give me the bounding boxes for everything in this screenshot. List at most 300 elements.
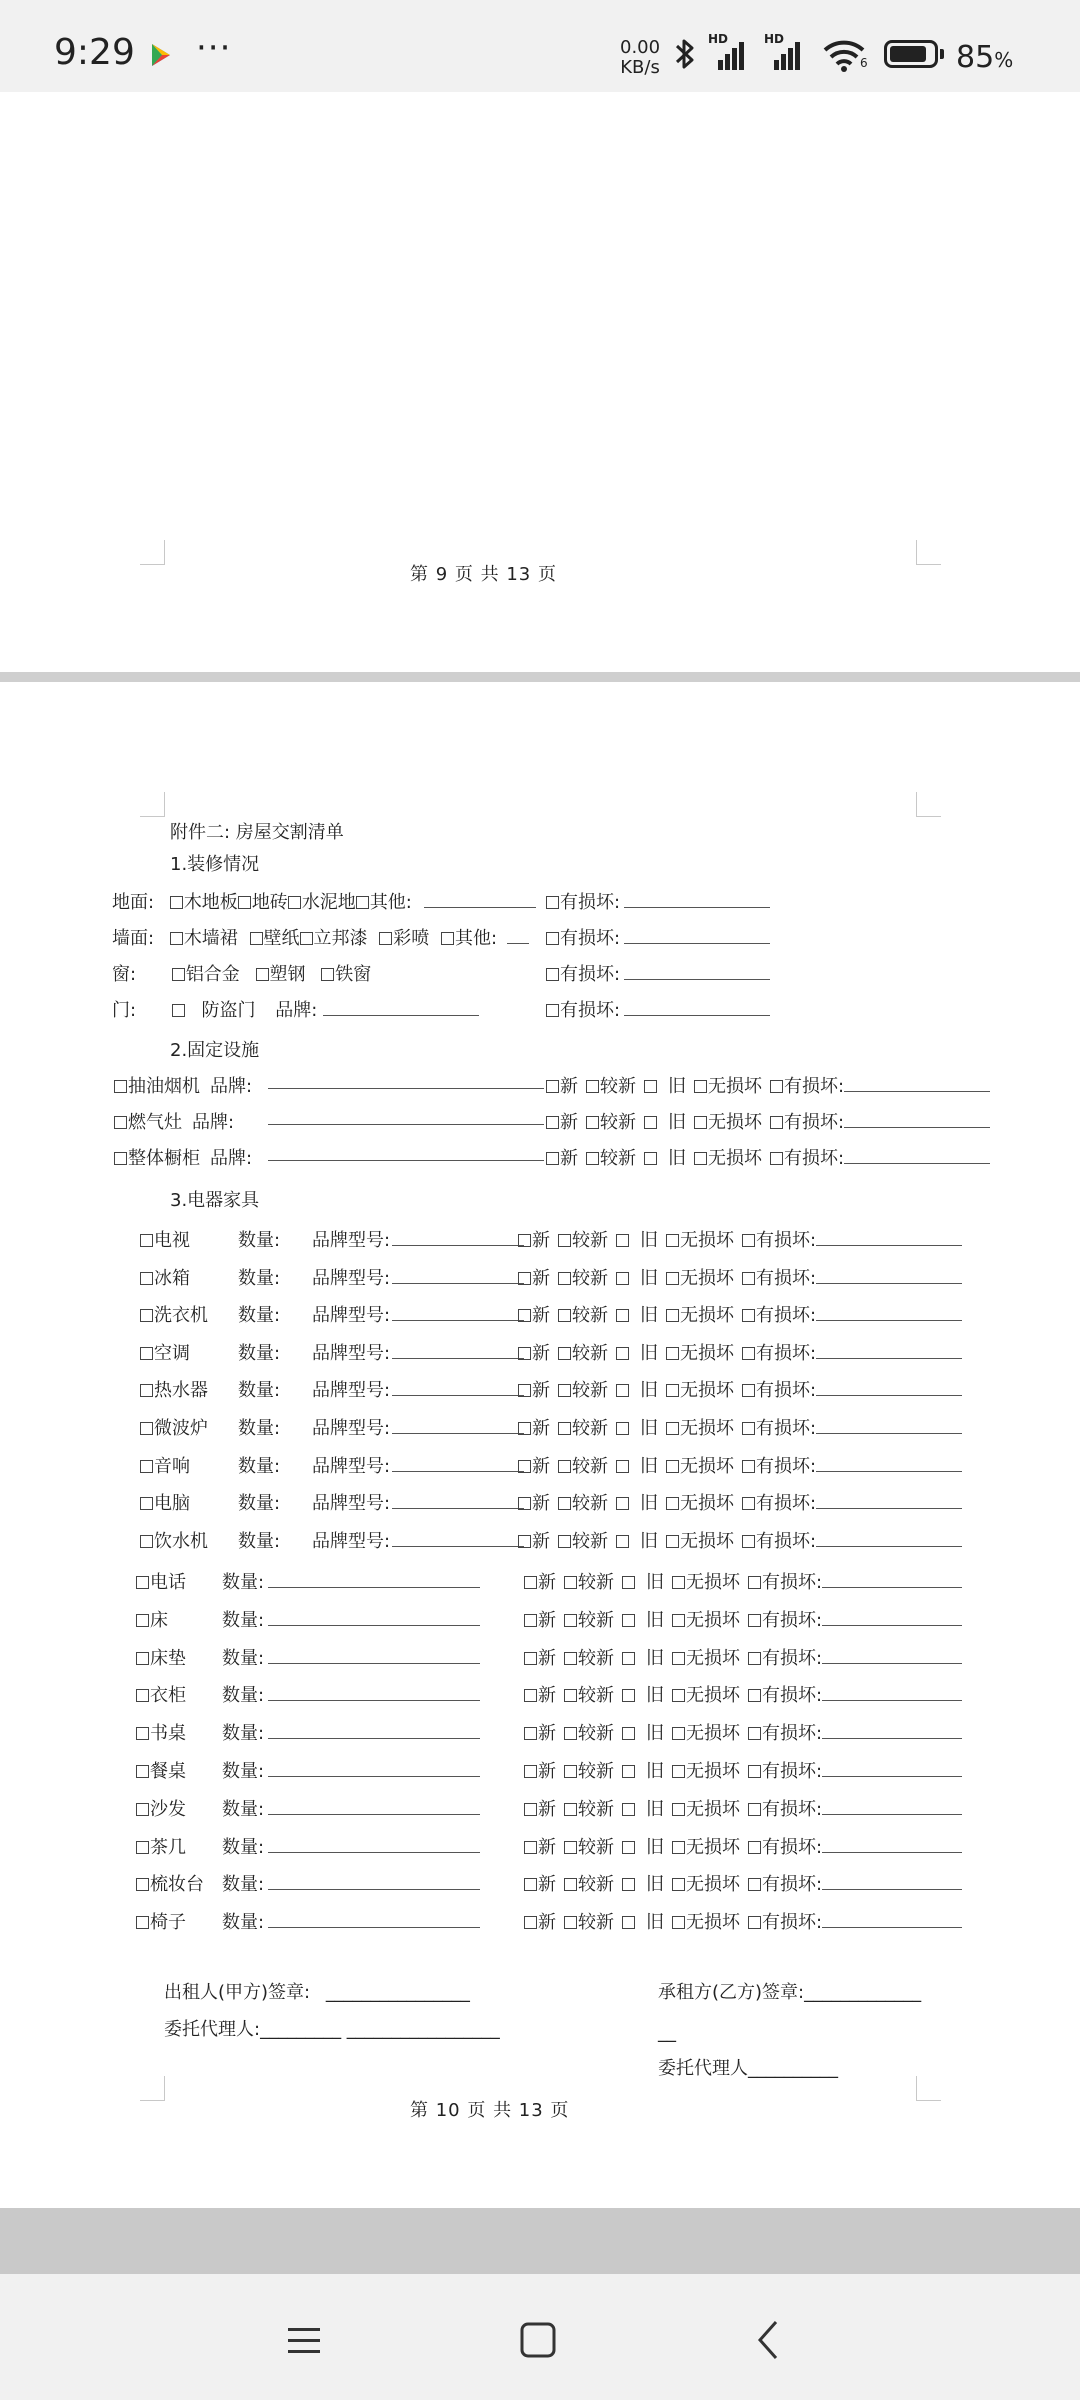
furniture-checkbox[interactable]	[136, 1614, 149, 1627]
furniture-1-newer-checkbox[interactable]	[564, 1614, 577, 1627]
appliance-6-damaged-field[interactable]	[816, 1457, 962, 1472]
door-damage-field[interactable]	[624, 1001, 770, 1016]
appliance-3-damaged-label: 有损坏:	[756, 1342, 817, 1364]
appliance-6-damaged-checkbox[interactable]	[742, 1460, 755, 1473]
battery-level-fill	[890, 46, 926, 62]
appliance-checkbox[interactable]	[140, 1234, 153, 1247]
appliance-8-newer-checkbox[interactable]	[558, 1535, 571, 1548]
fixture-1-damaged-field[interactable]	[844, 1113, 990, 1128]
furniture-2-damaged-field[interactable]	[822, 1649, 962, 1664]
appliance-model-field[interactable]	[392, 1381, 524, 1396]
appliance-1-no-damage-checkbox[interactable]	[666, 1272, 679, 1285]
floor-damage-field[interactable]	[624, 893, 770, 908]
appliance-0-no-damage-checkbox[interactable]	[666, 1234, 679, 1247]
appliance-2-newer-label: 较新	[572, 1305, 608, 1327]
lessee-agent	[658, 2054, 838, 2080]
furniture-6-new-label: 新	[538, 1798, 556, 1820]
appliance-model-field[interactable]	[392, 1457, 524, 1472]
wall-wainscot-label: 木墙裙	[183, 928, 238, 949]
furniture-1-no-damage-checkbox[interactable]	[672, 1614, 685, 1627]
fixture-2-damaged-checkbox[interactable]	[770, 1152, 783, 1165]
wall-paint-checkbox[interactable]	[300, 932, 313, 945]
fixture-row	[114, 1108, 234, 1134]
fixture-0-new-checkbox[interactable]	[546, 1080, 559, 1093]
furniture-9-damaged-field[interactable]	[822, 1913, 962, 1928]
furniture-0-damaged-field[interactable]	[822, 1573, 962, 1588]
furniture-0-old-checkbox[interactable]	[622, 1576, 635, 1589]
furniture-qty-label: 数量:	[222, 1874, 265, 1896]
floor-wood-label: 木地板	[183, 892, 238, 913]
furniture-2-damaged-checkbox[interactable]	[748, 1652, 761, 1665]
furniture-row	[136, 1795, 186, 1821]
furniture-qty-field[interactable]	[268, 1762, 480, 1777]
appliance-1-newer-checkbox[interactable]	[558, 1272, 571, 1285]
door-label: 门:	[112, 1000, 137, 1021]
fixture-2-damaged-label: 有损坏:	[784, 1148, 845, 1169]
appliance-2-newer-checkbox[interactable]	[558, 1309, 571, 1322]
wall-damage-checkbox[interactable]	[546, 932, 559, 945]
furniture-name: 沙发	[150, 1798, 186, 1820]
wall-spray-checkbox[interactable]	[379, 932, 392, 945]
appliance-1-newer-label: 较新	[572, 1267, 608, 1289]
fixture-2-old-checkbox[interactable]	[644, 1152, 657, 1165]
furniture-9-no-damage-checkbox[interactable]	[672, 1916, 685, 1929]
furniture-checkbox[interactable]	[136, 1803, 149, 1816]
furniture-checkbox[interactable]	[136, 1878, 149, 1891]
fixture-brand-field[interactable]	[268, 1110, 544, 1125]
appliance-8-old-label: 旧	[640, 1530, 658, 1552]
appliance-1-new-checkbox[interactable]	[518, 1272, 531, 1285]
furniture-9-old-checkbox[interactable]	[622, 1916, 635, 1929]
furniture-qty-field[interactable]	[268, 1686, 480, 1701]
furniture-8-damaged-checkbox[interactable]	[748, 1878, 761, 1891]
furniture-3-new-label: 新	[538, 1685, 556, 1707]
furniture-qty	[222, 1681, 480, 1707]
furniture-1-damaged-label: 有损坏:	[762, 1609, 823, 1631]
appliance-2-new-checkbox[interactable]	[518, 1309, 531, 1322]
wall-wallpaper-checkbox[interactable]	[250, 932, 263, 945]
fixture-row	[114, 1072, 252, 1098]
appliance-model-field[interactable]	[392, 1269, 524, 1284]
appliance-6-no-damage-checkbox[interactable]	[666, 1460, 679, 1473]
floor-tile-checkbox[interactable]	[238, 896, 251, 909]
furniture-1-old-label: 旧	[646, 1609, 664, 1631]
furniture-6-new-checkbox[interactable]	[524, 1803, 537, 1816]
furniture-4-damaged-field[interactable]	[822, 1724, 962, 1739]
appliance-4-new-checkbox[interactable]	[518, 1384, 531, 1397]
wall-damage-field[interactable]	[624, 929, 770, 944]
appliance-5-damaged-checkbox[interactable]	[742, 1422, 755, 1435]
floor-wood-checkbox[interactable]	[170, 896, 183, 909]
furniture-7-old-checkbox[interactable]	[622, 1841, 635, 1854]
appliance-row	[140, 1452, 190, 1478]
fixture-1-new-checkbox[interactable]	[546, 1116, 559, 1129]
door-brand-field[interactable]	[323, 1001, 479, 1016]
furniture-3-no-damage-label: 无损坏	[686, 1685, 740, 1707]
furniture-3-no-damage-checkbox[interactable]	[672, 1689, 685, 1702]
appliance-7-new-label: 新	[532, 1493, 550, 1515]
appliance-3-no-damage-checkbox[interactable]	[666, 1347, 679, 1360]
furniture-1-damaged-checkbox[interactable]	[748, 1614, 761, 1627]
appliance-5-new-checkbox[interactable]	[518, 1422, 531, 1435]
appliance-7-old-checkbox[interactable]	[616, 1497, 629, 1510]
appliance-7-new-checkbox[interactable]	[518, 1497, 531, 1510]
appliance-model-label: 品牌型号:	[312, 1267, 391, 1289]
appliance-checkbox[interactable]	[140, 1384, 153, 1397]
furniture-9-new-checkbox[interactable]	[524, 1916, 537, 1929]
furniture-7-damaged-label: 有损坏:	[762, 1836, 823, 1858]
furniture-2-newer-checkbox[interactable]	[564, 1652, 577, 1665]
fixture-2-newer-label: 较新	[600, 1148, 636, 1169]
furniture-9-damaged-checkbox[interactable]	[748, 1916, 761, 1929]
appliance-row	[140, 1489, 190, 1515]
furniture-5-no-damage-label: 无损坏	[686, 1761, 740, 1782]
appliance-4-no-damage-checkbox[interactable]	[666, 1384, 679, 1397]
furniture-checkbox[interactable]	[136, 1727, 149, 1740]
door-damage-label: 有损坏:	[560, 1000, 621, 1021]
home-icon[interactable]	[508, 2310, 568, 2370]
clock-time: 9:29	[54, 32, 135, 73]
furniture-0-new-label: 新	[538, 1572, 556, 1593]
floor-cement-label: 水泥地	[301, 892, 356, 913]
appliance-5-no-damage-checkbox[interactable]	[666, 1422, 679, 1435]
furniture-qty-field[interactable]	[268, 1875, 480, 1890]
appliance-checkbox[interactable]	[140, 1460, 153, 1473]
wall-other-field[interactable]	[507, 929, 529, 944]
appliance-7-newer-checkbox[interactable]	[558, 1497, 571, 1510]
furniture-0-new-checkbox[interactable]	[524, 1576, 537, 1589]
fixture-1-damaged-checkbox[interactable]	[770, 1116, 783, 1129]
appliance-6-new-label: 新	[532, 1455, 550, 1477]
furniture-5-damaged-field[interactable]	[822, 1762, 962, 1777]
appliance-0-damaged-field[interactable]	[816, 1231, 962, 1246]
appliance-8-no-damage-label: 无损坏	[680, 1530, 734, 1552]
appliance-5-newer-label: 较新	[572, 1418, 608, 1439]
furniture-4-newer-label: 较新	[578, 1723, 614, 1745]
lessor-signature-line[interactable]: ________________	[325, 1982, 470, 2003]
appliance-2-damaged-checkbox[interactable]	[742, 1309, 755, 1322]
floor-other-checkbox[interactable]	[356, 896, 369, 909]
appliance-0-damaged-checkbox[interactable]	[742, 1234, 755, 1247]
floor-damage-label: 有损坏:	[560, 892, 621, 913]
furniture-qty	[222, 1795, 480, 1821]
fixture-1-no-damage-checkbox[interactable]	[694, 1116, 707, 1129]
furniture-7-damaged-field[interactable]	[822, 1838, 962, 1853]
furniture-qty-label: 数量:	[222, 1761, 265, 1782]
wall-spray-label: 彩喷	[393, 928, 430, 949]
appliance-checkbox[interactable]	[140, 1535, 153, 1548]
furniture-6-damaged-checkbox[interactable]	[748, 1803, 761, 1816]
lessor-agent-line[interactable]: _________ _________________	[260, 2019, 500, 2040]
furniture-8-no-damage-checkbox[interactable]	[672, 1878, 685, 1891]
appliance-1-damaged-checkbox[interactable]	[742, 1272, 755, 1285]
furniture-qty	[222, 1833, 480, 1859]
page-corner-mark	[140, 2076, 165, 2101]
furniture-9-damaged-label: 有损坏:	[762, 1912, 823, 1934]
fixture-2-new-checkbox[interactable]	[546, 1152, 559, 1165]
appliance-4-damaged-checkbox[interactable]	[742, 1384, 755, 1397]
furniture-5-newer-checkbox[interactable]	[564, 1765, 577, 1778]
appliance-3-new-checkbox[interactable]	[518, 1347, 531, 1360]
furniture-qty-field[interactable]	[268, 1913, 480, 1928]
appliance-8-newer-label: 较新	[572, 1530, 608, 1552]
furniture-checkbox[interactable]	[136, 1916, 149, 1929]
furniture-qty-field[interactable]	[268, 1800, 480, 1815]
page-corner-mark	[916, 792, 941, 817]
door-damage-checkbox[interactable]	[546, 1004, 559, 1017]
furniture-3-newer-label: 较新	[578, 1685, 614, 1707]
furniture-0-damaged-checkbox[interactable]	[748, 1576, 761, 1589]
furniture-3-old-checkbox[interactable]	[622, 1689, 635, 1702]
fixture-1-old-checkbox[interactable]	[644, 1116, 657, 1129]
furniture-2-no-damage-checkbox[interactable]	[672, 1652, 685, 1665]
appliance-8-new-checkbox[interactable]	[518, 1535, 531, 1548]
furniture-1-new-checkbox[interactable]	[524, 1614, 537, 1627]
furniture-qty-field[interactable]	[268, 1649, 480, 1664]
furniture-8-old-checkbox[interactable]	[622, 1878, 635, 1891]
appliance-checkbox[interactable]	[140, 1309, 153, 1322]
lessee-signature-line[interactable]: _____________	[804, 1982, 922, 2003]
window-iron-label: 铁窗	[335, 964, 372, 985]
appliance-8-no-damage-checkbox[interactable]	[666, 1535, 679, 1548]
lessor-signature-label: 出租人(甲方)签章:	[164, 1982, 311, 2003]
menu-icon[interactable]	[274, 2310, 334, 2370]
fixture-checkbox[interactable]	[114, 1116, 127, 1129]
appliance-8-damaged-checkbox[interactable]	[742, 1535, 755, 1548]
furniture-6-no-damage-label: 无损坏	[686, 1798, 740, 1820]
furniture-8-new-checkbox[interactable]	[524, 1878, 537, 1891]
fixture-brand-field[interactable]	[268, 1146, 544, 1161]
appliance-checkbox[interactable]	[140, 1347, 153, 1360]
appliance-6-new-checkbox[interactable]	[518, 1460, 531, 1473]
fixture-checkbox[interactable]	[114, 1152, 127, 1165]
furniture-8-newer-checkbox[interactable]	[564, 1878, 577, 1891]
appliance-model-field[interactable]	[392, 1306, 524, 1321]
furniture-0-no-damage-checkbox[interactable]	[672, 1576, 685, 1589]
furniture-checkbox[interactable]	[136, 1841, 149, 1854]
appliance-model-field[interactable]	[392, 1494, 524, 1509]
appliance-5-old-checkbox[interactable]	[616, 1422, 629, 1435]
furniture-name: 餐桌	[150, 1761, 186, 1782]
appliance-0-newer-checkbox[interactable]	[558, 1234, 571, 1247]
appliance-5-newer-checkbox[interactable]	[558, 1422, 571, 1435]
furniture-qty-label: 数量:	[222, 1723, 265, 1745]
fixture-1-new-label: 新	[560, 1112, 578, 1133]
appliance-name: 微波炉	[154, 1418, 208, 1439]
appliance-qty-label: 数量:	[238, 1493, 281, 1515]
furniture-7-new-checkbox[interactable]	[524, 1841, 537, 1854]
appliance-5-damaged-field[interactable]	[816, 1419, 962, 1434]
appliance-7-damaged-checkbox[interactable]	[742, 1497, 755, 1510]
fixture-0-damaged-label: 有损坏:	[784, 1076, 845, 1097]
appliance-4-newer-checkbox[interactable]	[558, 1384, 571, 1397]
furniture-4-old-label: 旧	[646, 1723, 664, 1745]
appliance-qty-label: 数量:	[238, 1267, 281, 1289]
furniture-1-damaged-field[interactable]	[822, 1611, 962, 1626]
appliance-2-no-damage-checkbox[interactable]	[666, 1309, 679, 1322]
furniture-4-newer-checkbox[interactable]	[564, 1727, 577, 1740]
floor-other-field[interactable]	[424, 893, 536, 908]
appliance-3-old-checkbox[interactable]	[616, 1347, 629, 1360]
appliance-model-field[interactable]	[392, 1344, 524, 1359]
furniture-8-damaged-field[interactable]	[822, 1875, 962, 1890]
furniture-3-new-checkbox[interactable]	[524, 1689, 537, 1702]
appliance-checkbox[interactable]	[140, 1422, 153, 1435]
appliance-8-damaged-field[interactable]	[816, 1532, 962, 1547]
appliance-0-new-checkbox[interactable]	[518, 1234, 531, 1247]
floor-cement-checkbox[interactable]	[288, 896, 301, 909]
furniture-2-new-checkbox[interactable]	[524, 1652, 537, 1665]
furniture-7-newer-checkbox[interactable]	[564, 1841, 577, 1854]
furniture-name: 衣柜	[150, 1685, 186, 1707]
window-damage-checkbox[interactable]	[546, 968, 559, 981]
furniture-4-damaged-checkbox[interactable]	[748, 1727, 761, 1740]
wall-paint-label: 立邦漆	[313, 928, 368, 949]
wall-damage-label: 有损坏:	[560, 928, 621, 949]
furniture-9-newer-checkbox[interactable]	[564, 1916, 577, 1929]
furniture-qty	[222, 1870, 480, 1896]
fixture-2-damaged-field[interactable]	[844, 1149, 990, 1164]
fixture-0-no-damage-label: 无损坏	[708, 1076, 762, 1097]
appliance-3-damaged-field[interactable]	[816, 1344, 962, 1359]
floor-damage-checkbox[interactable]	[546, 896, 559, 909]
window-aluminum-checkbox[interactable]	[172, 968, 185, 981]
furniture-checkbox[interactable]	[136, 1689, 149, 1702]
furniture-5-no-damage-checkbox[interactable]	[672, 1765, 685, 1778]
page-10-footer: 第 10 页 共 13 页	[410, 2100, 570, 2121]
appliance-2-old-checkbox[interactable]	[616, 1309, 629, 1322]
fixture-brand-label: 品牌:	[210, 1148, 253, 1169]
fixture-0-damaged-checkbox[interactable]	[770, 1080, 783, 1093]
furniture-4-no-damage-checkbox[interactable]	[672, 1727, 685, 1740]
appliance-4-old-checkbox[interactable]	[616, 1384, 629, 1397]
furniture-qty-field[interactable]	[268, 1573, 480, 1588]
furniture-6-newer-checkbox[interactable]	[564, 1803, 577, 1816]
fixture-2-no-damage-checkbox[interactable]	[694, 1152, 707, 1165]
appliance-6-condition	[518, 1452, 962, 1478]
furniture-9-condition	[524, 1908, 962, 1934]
furniture-row	[136, 1870, 204, 1896]
appliance-5-damaged-label: 有损坏:	[756, 1418, 817, 1439]
page-9-footer: 第 9 页 共 13 页	[410, 564, 557, 585]
appliance-model-field[interactable]	[392, 1419, 524, 1434]
floor-damage	[546, 888, 770, 914]
furniture-1-old-checkbox[interactable]	[622, 1614, 635, 1627]
appliance-1-old-checkbox[interactable]	[616, 1272, 629, 1285]
furniture-name: 电话	[150, 1572, 186, 1593]
furniture-4-old-checkbox[interactable]	[622, 1727, 635, 1740]
furniture-7-no-damage-checkbox[interactable]	[672, 1841, 685, 1854]
fixture-1-condition	[546, 1108, 990, 1134]
appliance-7-no-damage-checkbox[interactable]	[666, 1497, 679, 1510]
appliance-qty-label: 数量:	[238, 1530, 281, 1552]
fixture-0-no-damage-checkbox[interactable]	[694, 1080, 707, 1093]
appliance-model-field[interactable]	[392, 1532, 524, 1547]
appliance-1-condition	[518, 1264, 962, 1290]
appliance-0-old-checkbox[interactable]	[616, 1234, 629, 1247]
back-icon[interactable]	[740, 2310, 800, 2370]
wall-wainscot-checkbox[interactable]	[170, 932, 183, 945]
fixture-0-old-checkbox[interactable]	[644, 1080, 657, 1093]
appliance-3-damaged-checkbox[interactable]	[742, 1347, 755, 1360]
door-security-checkbox[interactable]	[172, 1004, 185, 1017]
furniture-checkbox[interactable]	[136, 1576, 149, 1589]
lessee-agent-line[interactable]: __________	[748, 2058, 838, 2079]
furniture-3-damaged-checkbox[interactable]	[748, 1689, 761, 1702]
appliance-row	[140, 1226, 190, 1252]
furniture-6-old-checkbox[interactable]	[622, 1803, 635, 1816]
fixture-checkbox[interactable]	[114, 1080, 127, 1093]
window-plastic-checkbox[interactable]	[256, 968, 269, 981]
furniture-8-newer-label: 较新	[578, 1874, 614, 1896]
appliance-8-old-checkbox[interactable]	[616, 1535, 629, 1548]
furniture-5-damaged-checkbox[interactable]	[748, 1765, 761, 1778]
appliance-checkbox[interactable]	[140, 1272, 153, 1285]
fixture-0-newer-label: 较新	[600, 1076, 636, 1097]
appliance-name: 洗衣机	[154, 1305, 208, 1327]
furniture-3-damaged-field[interactable]	[822, 1686, 962, 1701]
fixture-2-newer-checkbox[interactable]	[586, 1152, 599, 1165]
appliance-3-newer-checkbox[interactable]	[558, 1347, 571, 1360]
appliance-6-newer-checkbox[interactable]	[558, 1460, 571, 1473]
furniture-6-condition	[524, 1795, 962, 1821]
furniture-7-damaged-checkbox[interactable]	[748, 1841, 761, 1854]
furniture-qty-field[interactable]	[268, 1611, 480, 1626]
appliance-name: 饮水机	[154, 1530, 208, 1552]
appliance-6-no-damage-label: 无损坏	[680, 1455, 734, 1477]
appliance-4-damaged-field[interactable]	[816, 1381, 962, 1396]
appliance-checkbox[interactable]	[140, 1497, 153, 1510]
appliance-7-newer-label: 较新	[572, 1493, 608, 1515]
furniture-2-old-checkbox[interactable]	[622, 1652, 635, 1665]
furniture-3-newer-checkbox[interactable]	[564, 1689, 577, 1702]
window-iron-checkbox[interactable]	[321, 968, 334, 981]
appliance-model-field[interactable]	[392, 1231, 524, 1246]
furniture-5-new-checkbox[interactable]	[524, 1765, 537, 1778]
window-damage-field[interactable]	[624, 965, 770, 980]
furniture-0-newer-checkbox[interactable]	[564, 1576, 577, 1589]
appliance-1-damaged-field[interactable]	[816, 1269, 962, 1284]
appliance-6-old-checkbox[interactable]	[616, 1460, 629, 1473]
appliance-6-newer-label: 较新	[572, 1455, 608, 1477]
furniture-qty-field[interactable]	[268, 1838, 480, 1853]
furniture-row	[136, 1644, 186, 1670]
furniture-checkbox[interactable]	[136, 1765, 149, 1778]
fixture-1-newer-checkbox[interactable]	[586, 1116, 599, 1129]
furniture-6-damaged-field[interactable]	[822, 1800, 962, 1815]
appliance-row	[140, 1376, 208, 1402]
furniture-2-no-damage-label: 无损坏	[686, 1647, 740, 1669]
wall-label: 墙面:	[112, 928, 155, 949]
furniture-7-condition	[524, 1833, 962, 1859]
fixture-0-newer-checkbox[interactable]	[586, 1080, 599, 1093]
appliance-5-no-damage-label: 无损坏	[680, 1418, 734, 1439]
appliance-2-damaged-field[interactable]	[816, 1306, 962, 1321]
furniture-5-old-checkbox[interactable]	[622, 1765, 635, 1778]
furniture-checkbox[interactable]	[136, 1652, 149, 1665]
window-damage	[546, 960, 770, 986]
furniture-4-new-checkbox[interactable]	[524, 1727, 537, 1740]
appliance-7-condition	[518, 1489, 962, 1515]
furniture-qty-field[interactable]	[268, 1724, 480, 1739]
fixture-brand-field[interactable]	[268, 1074, 544, 1089]
appliance-1-damaged-label: 有损坏:	[756, 1267, 817, 1289]
furniture-9-old-label: 旧	[646, 1912, 664, 1934]
appliance-7-damaged-field[interactable]	[816, 1494, 962, 1509]
furniture-6-no-damage-checkbox[interactable]	[672, 1803, 685, 1816]
wall-other-checkbox[interactable]	[441, 932, 454, 945]
fixture-0-damaged-field[interactable]	[844, 1077, 990, 1092]
